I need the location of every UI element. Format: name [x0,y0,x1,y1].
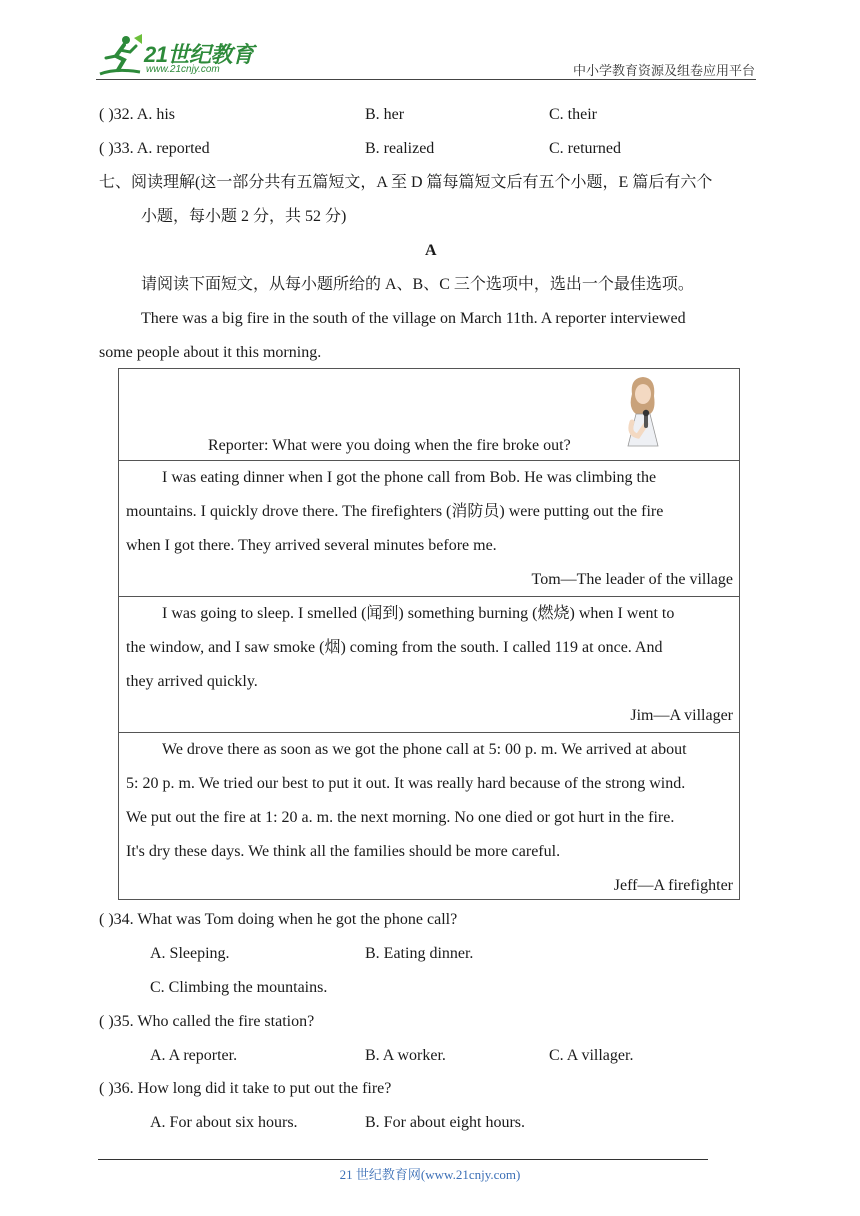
passage-instruction: 请阅读下面短文，从每小题所给的 A、B、C 三个选项中，选出一个最佳选项。 [141,276,694,293]
q36-option-a: A. For about six hours. [150,1114,298,1131]
q35-stem: ( )35. Who called the fire station? [99,1013,315,1030]
q34-option-b: B. Eating dinner. [365,945,474,962]
q36-option-b: B. For about eight hours. [365,1114,525,1131]
tom-line: mountains. I quickly drove there. The firefighters (消防员) were putting out the fire [126,503,664,520]
footer-divider [98,1159,708,1160]
section-title-cont: 小题，每小题 2 分，共 52 分) [141,208,347,225]
site-logo [96,30,266,80]
jim-line: the window, and I saw smoke (烟) coming from the south. I called 119 at once. And [126,639,663,656]
q34-option-a: A. Sleeping. [150,945,230,962]
jeff-line: It's dry these days. We think all the families should be more careful. [126,843,561,860]
header-platform-name: 中小学教育资源及组卷应用平台 [572,63,755,78]
q34-stem: ( )34. What was Tom doing when he got the phone call? [99,911,458,928]
jim-line: I was going to sleep. I smelled (闻到) something burning (燃烧) when I went to [162,605,675,622]
jeff-line: We put out the fire at 1: 20 a. m. the next morning. No one died or got hurt in the fire. [126,809,675,826]
passage-letter: A [425,242,437,259]
runner-logo-icon [96,32,146,78]
row-divider [119,460,739,461]
row-divider [119,596,739,597]
section-title: 七、阅读理解(这一部分共有五篇短文，A 至 D 篇每篇短文后有五个小题，E 篇后有六个 [99,174,713,191]
q35-option-b: B. A worker. [365,1047,446,1064]
row-divider [119,732,739,733]
tom-line: I was eating dinner when I got the phone call from Bob. He was climbing the [162,469,657,486]
reporter-question: Reporter: What were you doing when the fire broke out? [208,437,571,454]
q32-option-b: B. her [365,106,405,123]
q33-stem: ( )33. A. reported [99,140,210,157]
tom-signature: Tom—The leader of the village [531,571,733,588]
passage-intro-line1: There was a big fire in the south of the village on March 11th. A reporter interviewed [141,310,686,327]
jim-line: they arrived quickly. [126,673,258,690]
q32-option-c: C. their [549,106,597,123]
header-divider [96,79,756,80]
reporter-illustration-icon [620,374,666,450]
tom-line: when I got there. They arrived several minutes before me. [126,537,497,554]
logo-text: 21世纪教育 [144,42,254,67]
q33-option-c: C. returned [549,140,621,157]
logo-url: www.21cnjy.com [146,64,220,75]
q33-option-b: B. realized [365,140,435,157]
q35-option-a: A. A reporter. [150,1047,238,1064]
passage-intro-line2: some people about it this morning. [99,344,322,361]
q35-option-c: C. A villager. [549,1047,634,1064]
q36-stem: ( )36. How long did it take to put out the fire? [99,1080,392,1097]
jeff-line: 5: 20 p. m. We tried our best to put it out. It was really hard because of the strong wind. [126,775,686,792]
q32-stem: ( )32. A. his [99,106,175,123]
jeff-signature: Jeff—A firefighter [613,877,733,894]
q34-option-c: C. Climbing the mountains. [150,979,328,996]
jeff-line: We drove there as soon as we got the phone call at 5: 00 p. m. We arrived at about [162,741,687,758]
footer-link[interactable]: 21 世纪教育网(www.21cnjy.com) [339,1167,521,1182]
jim-signature: Jim—A villager [630,707,733,724]
